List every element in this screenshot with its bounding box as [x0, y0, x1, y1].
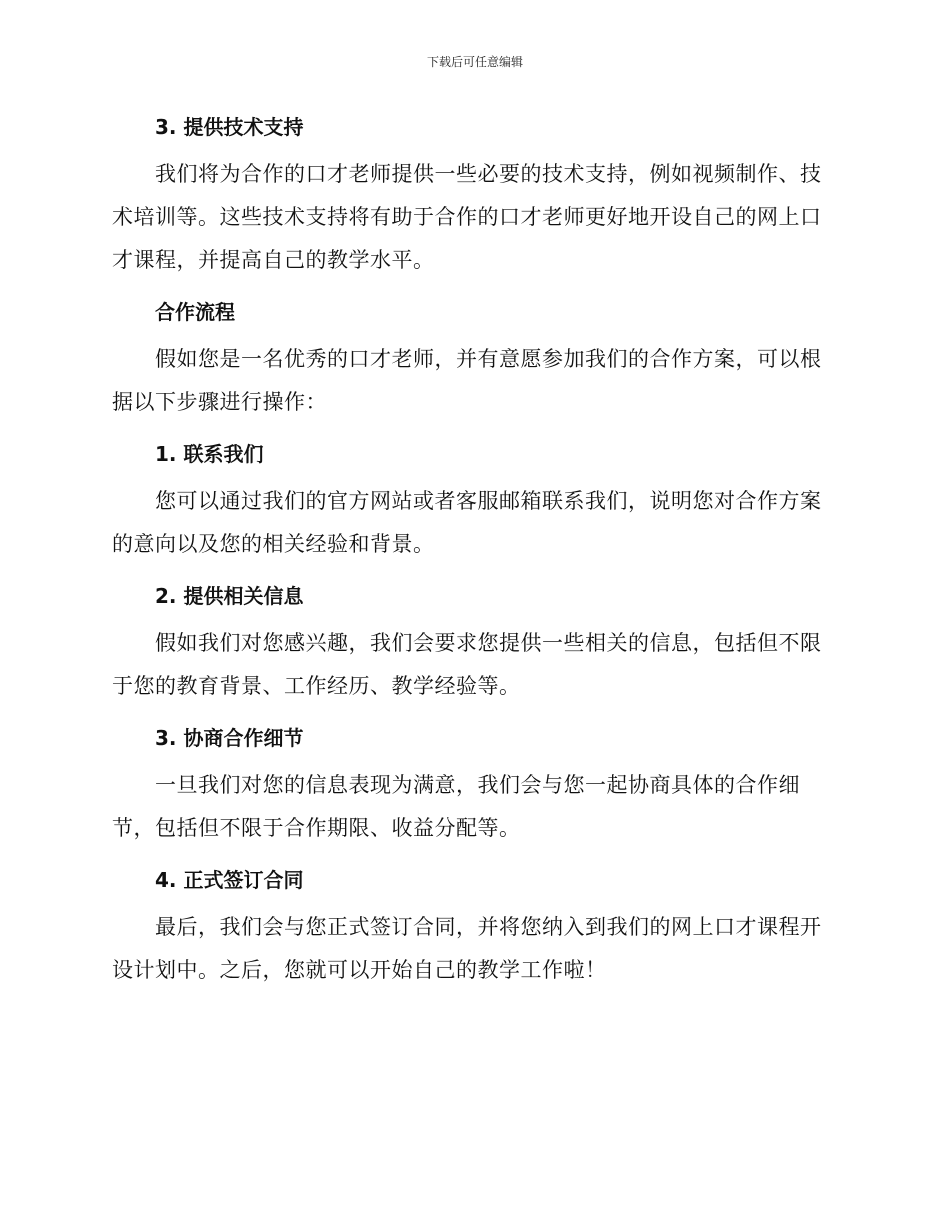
- section-heading-contract: 4. 正式签订合同: [155, 868, 304, 892]
- section-heading-tech-support: 3. 提供技术支持: [155, 115, 304, 139]
- page-header: 下载后可任意编辑: [426, 55, 523, 69]
- section-heading-process: 合作流程: [155, 300, 235, 324]
- section-heading-provide-info: 2. 提供相关信息: [155, 584, 304, 608]
- section-paragraph-contract: 最后，我们会与您正式签订合同，并将您纳入到我们的网上口才课程开设计划中。之后，您就可以开始自己的教学工作啦！: [112, 915, 822, 982]
- section-heading-contact: 1. 联系我们: [155, 442, 264, 466]
- section-paragraph-process: 假如您是一名优秀的口才老师，并有意愿参加我们的合作方案，可以根据以下步骤进行操作：: [112, 347, 822, 414]
- section-paragraph-negotiate: 一旦我们对您的信息表现为满意，我们会与您一起协商具体的合作细节，包括但不限于合作期限、收益分配等。: [112, 773, 800, 840]
- section-paragraph-tech-support: 我们将为合作的口才老师提供一些必要的技术支持，例如视频制作、技术培训等。这些技术支持将有助于合作的口才老师更好地开设自己的网上口才课程，并提高自己的教学水平。: [112, 162, 822, 272]
- section-paragraph-contact: 您可以通过我们的官方网站或者客服邮箱联系我们，说明您对合作方案的意向以及您的相关经验和背景。: [112, 489, 822, 556]
- document-body: [112, 110, 832, 992]
- section-heading-negotiate: 3. 协商合作细节: [155, 726, 304, 750]
- section-paragraph-provide-info: 假如我们对您感兴趣，我们会要求您提供一些相关的信息，包括但不限于您的教育背景、工作经历、教学经验等。: [112, 631, 822, 698]
